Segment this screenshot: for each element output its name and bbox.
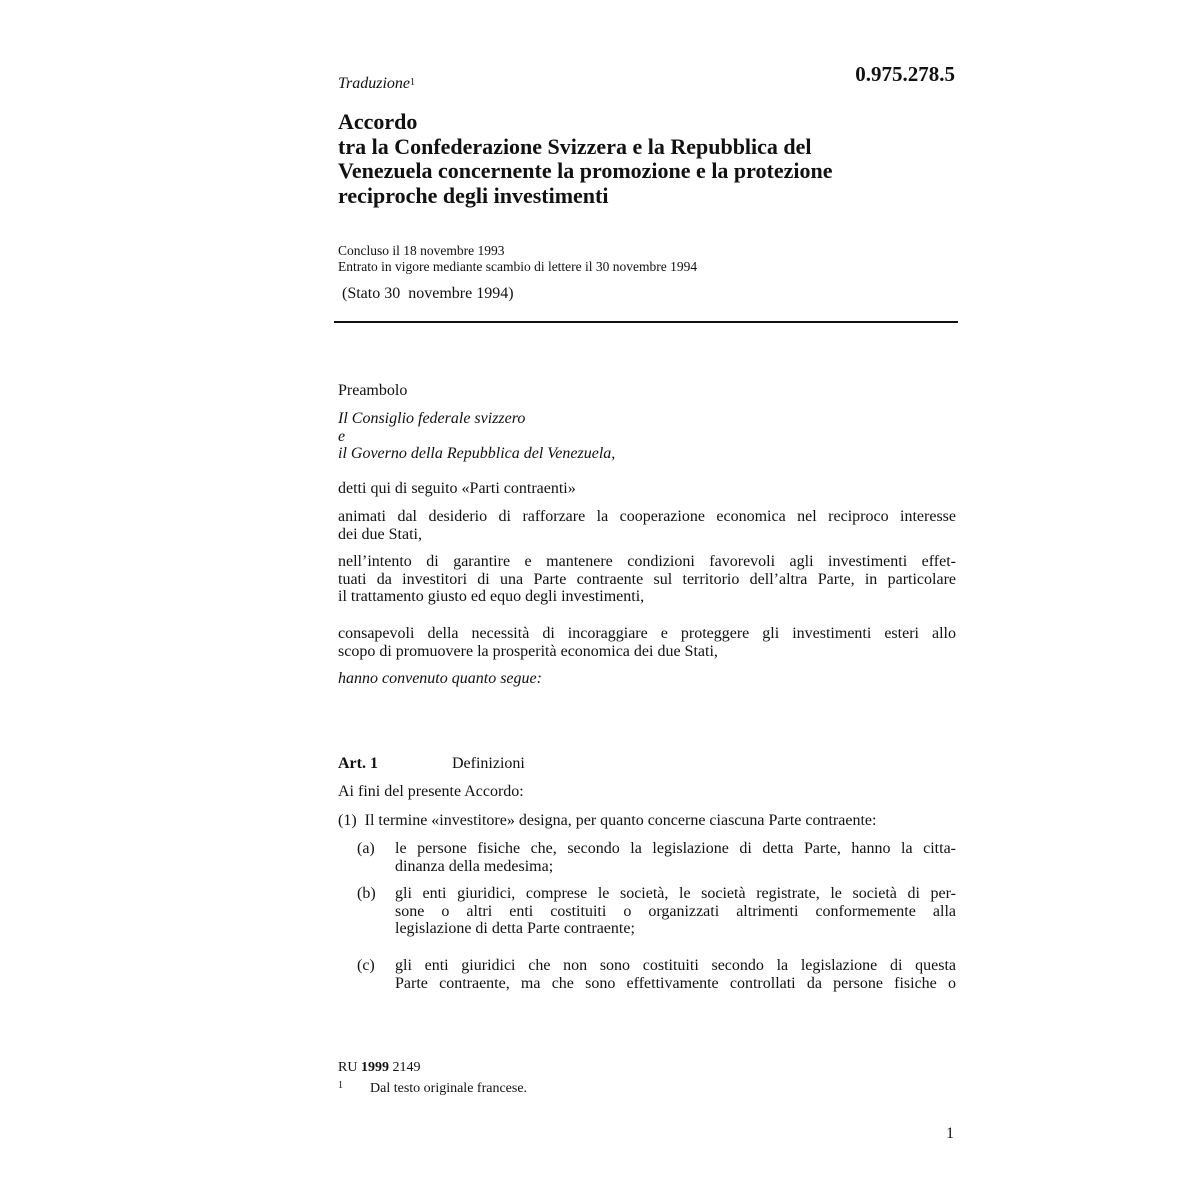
party-swiss: Il Consiglio federale svizzero [338,410,526,427]
preamble-heading: Preambolo [338,382,408,399]
article-number: Art. 1 [338,755,378,772]
title-line: reciproche degli investimenti [338,182,609,208]
article-title: Definizioni [452,755,525,772]
document-title [338,110,958,208]
title-line: tra la Confederazione Svizzera e la Repubblica del [338,133,812,159]
article-paragraph-1: (1) Il termine «investitore» designa, per quanto concerne ciascuna Parte contraente: [338,812,877,829]
entry-into-force: Entrato in vigore mediante scambio di lettere il 30 novembre 1994 [338,259,698,274]
title-line: Venezuela concernente la promozione e la protezione [338,158,833,183]
official-collection-reference: RU 1999 2149 [338,1060,421,1075]
document-page: Traduzione$^1$ 0.975.278.5 Accordo tra la Confederazione Svizzera e la Repubblica del Venezuela concernente la promozione e la protezione reciproche degli investimenti Concluso il 18 novembre 1993 Entrato in vigore mediante scambio di lettere il 30 novembre 1994 (Stato 30 novembre 1994) Preambolo Il Consiglio federale svizzero e il Governo della Repubblica del Venezuela, detti qui di seguito «Parti contraenti» animati dal desiderio di rafforzare la cooperazione economica nel reciproco interesse dei due Stati, nell’intento di garantire e mantenere condizioni favorevoli agli investimenti effet- tuati da investitori di una Parte contraente sul territorio dell’altra Parte, in particolare il trattamento giusto ed equo degli investimenti, consapevoli della necessità di incoraggiare e proteggere gli investimenti esteri allo scopo di promuovere la prosperità economica dei due Stati, hanno convenuto quanto segue: Art. 1 Definizioni Ai fini del presente Accordo: (1) Il termine «investitore» designa, per quanto concerne ciascuna Parte contraente: (a) le persone fisiche che, secondo la legislazione di detta Parte, hanno la citta- dinanza della medesima; (b) gli enti giuridici, comprese le società, le società registrate, le società di per- sone o altri enti costituiti o organizzati altrimenti conformemente alla legislazione di detta Parte contraente; (c) gli enti giuridici che non sono costituiti secondo la legislazione di questa Parte contraente, ma che sono effettivamente controllati da persone fisiche o RU 1999 2149 1 Dal testo originale francese. 1 [0,0,1200,1200]
header-divider [334,321,958,323]
footnote-text: Dal testo originale francese. [370,1081,528,1096]
party-venezuela: il Governo della Repubblica del Venezuela, [338,445,616,462]
preamble-animati: animati dal desiderio di rafforzare la cooperazione economica nel reciproco interesse dei due Stati, [338,508,956,543]
article-heading [338,754,525,774]
page-number: 1 [946,1125,954,1142]
footnote-mark: 1 [338,1080,343,1091]
preamble-detti: detti qui di seguito «Parti contraenti» [338,480,576,497]
document-number: 0.975.278.5 [855,62,955,86]
item-marker: (c) [357,957,375,974]
party-conjunction: e [338,427,346,445]
preamble-convenuto: hanno convenuto quanto segue: [338,670,542,687]
preamble-parties [338,410,956,463]
article-intro: Ai fini del presente Accordo: [338,783,524,800]
item-marker: (b) [357,885,376,902]
translation-label: Traduzione$^1$ [338,75,416,92]
concluded-date: Concluso il 18 novembre 1993 [338,243,505,258]
title-line: Accordo [338,109,418,134]
preamble-intento: nell’intento di garantire e mantenere condizioni favorevoli agli investimenti effet- tuati da investitori di una Parte contraente sul territorio dell’altra Parte, in particolare il trattamento giusto ed equo degli investimenti, [338,553,956,605]
document-metadata [338,243,697,275]
preamble-consapevoli: consapevoli della necessità di incoraggiare e proteggere gli investimenti esteri allo scopo di promuovere la prosperità economica dei due Stati, [338,625,956,660]
status-date: (Stato 30 novembre 1994) [338,285,514,302]
footnote-reference[interactable]: 1 [410,77,416,88]
item-marker: (a) [357,840,375,857]
